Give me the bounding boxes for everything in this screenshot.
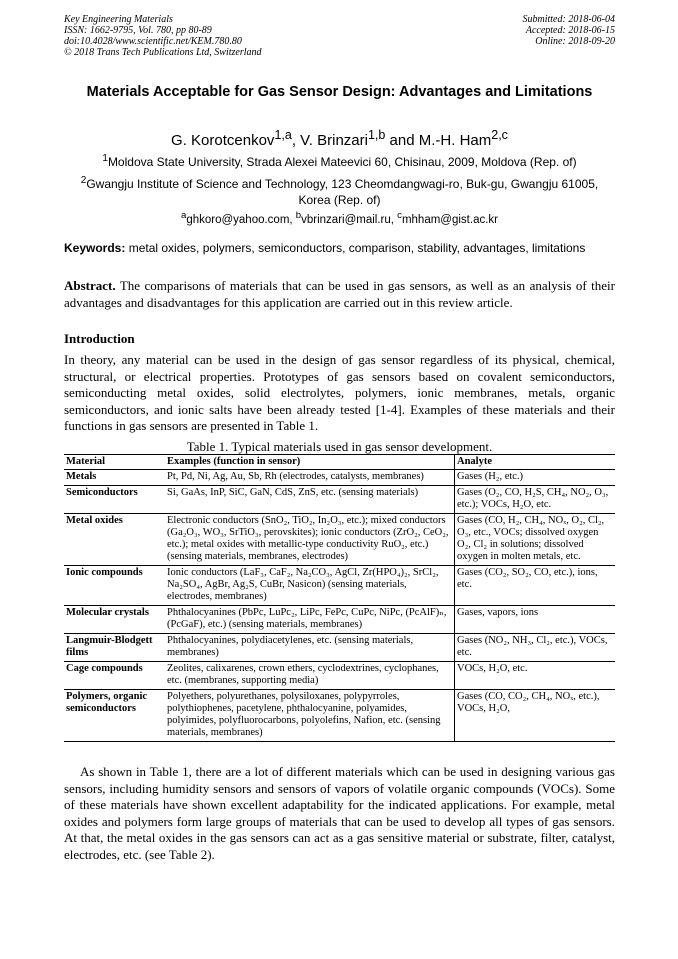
table-caption: Table 1. Typical materials used in gas sensor development. xyxy=(186,439,493,454)
cell-analyte: Gases (CO₂, SO₂, CO, etc.), ions, etc. xyxy=(455,566,616,606)
header-analyte: Analyte xyxy=(455,455,616,470)
paper-title: Materials Acceptable for Gas Sensor Design: Advantages and Limitations xyxy=(86,84,593,100)
journal-info xyxy=(64,14,262,58)
abstract xyxy=(64,278,615,311)
table-row xyxy=(64,606,615,634)
author-1-sup: 1,a xyxy=(274,128,292,142)
online-date: Online: 2018-09-20 xyxy=(535,36,615,47)
keywords xyxy=(64,241,615,256)
materials-table xyxy=(64,454,615,742)
cell-examples: Phthalocyanines, polydiacetylenes, etc. (sensing materials, membranes) xyxy=(165,634,455,662)
author-sep-1: , xyxy=(291,132,301,149)
header-material: Material xyxy=(64,455,165,470)
body-paragraph: As shown in Table 1, there are a lot of different materials which can be used in designing various gas sensors, including humidity sensors and sensors of vapors of volatile organic compounds (VOCs). Some of these materials have shown excellent adaptability for the indicated applications. For example, metal oxides and polymers form large groups of materials that can be used to develop all types of gas sensors. At that, the metal oxides in the gas sensors can act as a gas sensitive material or substrate, filter, catalyst, electrodes, etc. (see Table 2). xyxy=(64,764,615,862)
affiliation-1-sup: 1 xyxy=(102,153,108,164)
abstract-label: Abstract. xyxy=(64,278,116,293)
table-row xyxy=(64,566,615,606)
cell-examples: Ionic conductors (LaF₃, CaF₂, Na₂CO₃, AgCl, Zr(HPO₄)₂, SrCl₂, Na₂SO₄, AgBr, Ag₂S, CuBr, Nasicon) (sensing materials, electrodes, membranes) xyxy=(165,566,455,606)
cell-material: Cage compounds xyxy=(64,662,165,690)
journal-name: Key Engineering Materials xyxy=(64,14,173,25)
cell-examples: Electronic conductors (SnO₂, TiO₂, In₂O₃, etc.); mixed conductors (Ga₂O₃, WO₃, SrTiO₃, perovskites); ionic conductors (ZrO₂, CeO₂, etc.); metal oxides with metallic-type conductivity RuO₂, etc.) (sensing materials, membranes, electrodes) xyxy=(165,514,455,566)
email-c-sup: c xyxy=(397,210,402,221)
affiliation-2 xyxy=(80,173,599,208)
affiliation-2-text: Gwangju Institute of Science and Technology, 123 Cheomdangwagi-ro, Buk-gu, Gwangju 61005, Korea (Rep. of) xyxy=(86,177,599,207)
cell-material: Molecular crystals xyxy=(64,606,165,634)
abstract-text: The comparisons of materials that can be used in gas sensors, as well as an analysis of their advantages and disadvantages for this application are carried out in this review article. xyxy=(64,278,615,310)
email-c[interactable]: mhham@gist.ac.kr xyxy=(401,213,498,226)
submitted-date: Submitted: 2018-06-04 xyxy=(522,14,615,25)
table-row xyxy=(64,486,615,514)
affiliation-2-sup: 2 xyxy=(80,175,87,186)
email-b[interactable]: vbrinzari@mail.ru, xyxy=(301,213,398,226)
cell-material: Langmuir-Blodgett films xyxy=(64,634,165,662)
email-a-sup: a xyxy=(180,210,187,221)
author-3[interactable]: M.-H. Ham xyxy=(418,132,492,149)
table-row xyxy=(64,634,615,662)
section-heading-introduction: Introduction xyxy=(64,331,135,346)
table-row xyxy=(64,514,615,566)
cell-material: Ionic compounds xyxy=(64,566,165,606)
cell-examples: Polyethers, polyurethanes, polysiloxanes, polypyrroles, polythiophenes, pacetylene, phthalocyanine, polyamides, polyimides, polyfluorocarbons, polyolefins, Nafion, etc. (sensing materials, membranes) xyxy=(165,690,455,742)
cell-analyte: Gases (O₂, CO, H₂S, CH₄, NO₂, O₃, etc.); VOCs, H₂O, etc. xyxy=(455,486,616,514)
cell-material: Metals xyxy=(64,470,165,486)
cell-material: Polymers, organic semiconductors xyxy=(64,690,165,742)
cell-examples: Pt, Pd, Ni, Ag, Au, Sb, Rh (electrodes, catalysts, membranes) xyxy=(165,470,455,486)
dates-info xyxy=(523,14,616,47)
cell-analyte: Gases (NO₂, NH₃, Cl₂, etc.), VOCs, etc. xyxy=(455,634,616,662)
cell-analyte: VOCs, H₂O, etc. xyxy=(455,662,616,690)
email-a[interactable]: ghkoro@yahoo.com, xyxy=(186,213,296,226)
affiliation-1-text: Moldova State University, Strada Alexei Mateevici 60, Chisinau, 2009, Moldova (Rep. of) xyxy=(107,155,577,169)
copyright-line: © 2018 Trans Tech Publications Ltd, Switzerland xyxy=(64,47,262,58)
author-sep-2: and xyxy=(385,132,419,149)
emails xyxy=(80,208,599,228)
accepted-date: Accepted: 2018-06-15 xyxy=(525,25,615,36)
author-1[interactable]: G. Korotcenkov xyxy=(171,132,275,149)
table-header-row xyxy=(64,455,615,470)
keywords-label: Keywords: xyxy=(64,241,126,255)
intro-paragraph: In theory, any material can be used in the design of gas sensor regardless of its physical, chemical, structural, or electrical properties. Prototypes of gas sensors based on covalent semiconductors, semiconducting metal oxides, solid electrolytes, polymers, ionic membranes, metals, organic semiconductors, and ionic salts have been already tested [1-4]. Examples of these materials and their functions in gas sensors are presented in Table 1. xyxy=(64,352,615,434)
cell-material: Semiconductors xyxy=(64,486,165,514)
author-2-sup: 1,b xyxy=(367,128,386,142)
table-row xyxy=(64,470,615,486)
cell-examples: Phthalocyanines (PbPc, LuPc₂, LiPc, FePc, CuPc, NiPc, (PcAlF)ₙ, (PcGaF), etc.) (sensing materials, membranes) xyxy=(165,606,455,634)
header-examples: Examples (function in sensor) xyxy=(165,455,455,470)
cell-analyte: Gases (CO, H₂, CH₄, NOₓ, O₂, Cl₂, O₃, etc., VOCs; dissolved oxygen O₂, Cl₂ in solutions; dissolved oxygen in molten metals, etc. xyxy=(455,514,616,566)
cell-analyte: Gases (CO, CO₂, CH₄, NOₓ, etc.), VOCs, H₂O, xyxy=(455,690,616,742)
cell-analyte: Gases, vapors, ions xyxy=(455,606,616,634)
cell-material: Metal oxides xyxy=(64,514,165,566)
table-row xyxy=(64,662,615,690)
affiliation-1 xyxy=(80,151,599,171)
author-3-sup: 2,c xyxy=(491,128,508,142)
cell-examples: Si, GaAs, InP, SiC, GaN, CdS, ZnS, etc. (sensing materials) xyxy=(165,486,455,514)
keywords-text: metal oxides, polymers, semiconductors, comparison, stability, advantages, limitations xyxy=(125,241,586,255)
table-row xyxy=(64,690,615,742)
cell-analyte: Gases (H₂, etc.) xyxy=(455,470,616,486)
doi-line[interactable]: doi:10.4028/www.scientific.net/KEM.780.80 xyxy=(64,36,242,47)
issn-line: ISSN: 1662-9795, Vol. 780, pp 80-89 xyxy=(64,25,212,36)
authors xyxy=(64,126,615,150)
cell-examples: Zeolites, calixarenes, crown ethers, cyclodextrines, cyclophanes, etc. (membranes, supporting media) xyxy=(165,662,455,690)
author-2[interactable]: V. Brinzari xyxy=(300,132,368,149)
email-b-sup: b xyxy=(295,210,302,221)
